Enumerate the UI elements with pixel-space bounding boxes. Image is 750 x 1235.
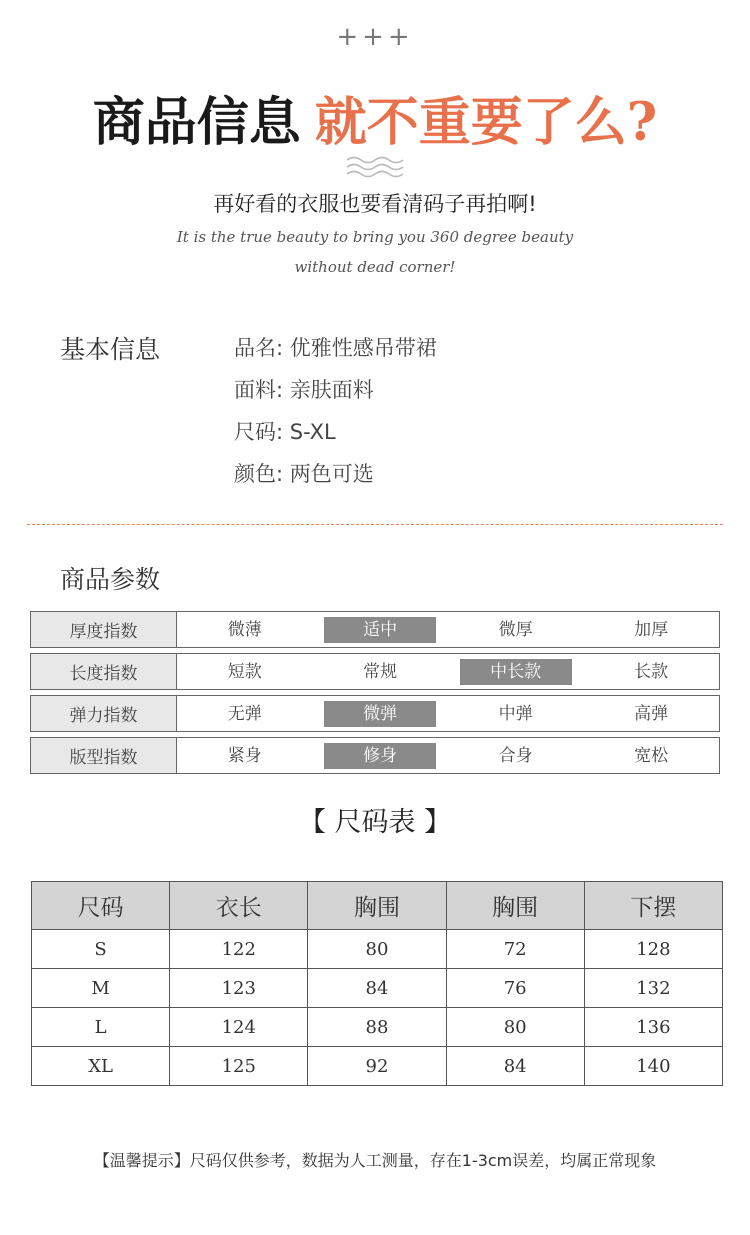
header-cell-bust-2: 胸围 (446, 882, 584, 930)
size-cell: 84 (308, 969, 446, 1008)
param-option: 微厚 (498, 619, 533, 640)
params-title: 商品参数 (60, 565, 161, 594)
size-row (32, 1047, 723, 1086)
param-option-cell (448, 737, 583, 774)
size-cell: 122 (170, 930, 308, 969)
size-table (31, 881, 723, 1086)
plus-decoration: +++ (336, 22, 414, 52)
param-option: 长款 (634, 661, 669, 682)
page-subtitle: 再好看的衣服也要看清码子再拍啊! (213, 192, 537, 216)
param-option: 短款 (227, 661, 262, 682)
size-cell: 123 (170, 969, 308, 1008)
param-option: 常规 (363, 661, 398, 682)
param-label: 版型指数 (30, 737, 177, 774)
size-cell: L (32, 1008, 170, 1047)
param-label: 长度指数 (30, 653, 177, 690)
param-option-cell (583, 653, 720, 690)
header-cell-hem: 下摆 (584, 882, 722, 930)
param-option-selected: 中长款 (460, 659, 572, 685)
param-option-cell (312, 611, 447, 648)
size-cell: 132 (584, 969, 722, 1008)
header-cell-length: 衣长 (170, 882, 308, 930)
param-row (30, 737, 720, 774)
param-option-cell (177, 611, 312, 648)
param-option-cell (177, 695, 312, 732)
info-row-fabric: 面料: 亲肤面料 (234, 378, 374, 402)
headline-main: 商品信息 (92, 92, 301, 153)
size-cell: M (32, 969, 170, 1008)
param-label: 厚度指数 (30, 611, 177, 648)
info-row-color: 颜色: 两色可选 (234, 462, 374, 486)
size-chart-heading: 【 尺码表 】 (298, 807, 452, 838)
param-option: 高弹 (634, 703, 669, 724)
size-cell: 125 (170, 1047, 308, 1086)
param-option-cell (448, 653, 583, 690)
param-option: 合身 (498, 745, 533, 766)
params-table (30, 606, 720, 779)
param-row (30, 695, 720, 732)
wave-icon (345, 154, 405, 180)
headline-accent: 就不重要了么? (314, 92, 658, 153)
info-row-name: 品名: 优雅性感吊带裙 (234, 336, 437, 360)
param-option-cell (177, 653, 312, 690)
size-cell: 84 (446, 1047, 584, 1086)
section-divider (27, 524, 723, 525)
param-option-cell (312, 653, 447, 690)
size-cell: 88 (308, 1008, 446, 1047)
size-row (32, 1008, 723, 1047)
param-option-cell (583, 611, 720, 648)
param-option-selected: 微弹 (324, 701, 436, 727)
param-option-cell (312, 695, 447, 732)
size-cell: 80 (446, 1008, 584, 1047)
param-option: 中弹 (498, 703, 533, 724)
param-option: 无弹 (227, 703, 262, 724)
param-option-selected: 适中 (324, 617, 436, 643)
param-option: 微薄 (227, 619, 262, 640)
size-cell: 92 (308, 1047, 446, 1086)
script-tagline-1: It is the true beauty to bring you 360 degree beauty (176, 228, 574, 246)
param-option-cell (583, 737, 720, 774)
size-cell: XL (32, 1047, 170, 1086)
size-row (32, 969, 723, 1008)
param-option-cell (448, 611, 583, 648)
size-cell: 80 (308, 930, 446, 969)
size-table-header (32, 882, 723, 930)
param-row (30, 611, 720, 648)
header-cell-bust: 胸围 (308, 882, 446, 930)
basic-info-title: 基本信息 (60, 335, 161, 364)
param-option-selected: 修身 (324, 743, 436, 769)
param-option-cell (177, 737, 312, 774)
size-row (32, 930, 723, 969)
size-cell: 140 (584, 1047, 722, 1086)
header-cell-size: 尺码 (32, 882, 170, 930)
param-option: 宽松 (634, 745, 669, 766)
size-cell: 76 (446, 969, 584, 1008)
size-cell: S (32, 930, 170, 969)
info-row-size: 尺码: S-XL (234, 420, 336, 444)
param-option-cell (583, 695, 720, 732)
tip-note: 【温馨提示】尺码仅供参考，数据为人工测量，存在1-3cm误差，均属正常现象 (93, 1151, 657, 1170)
param-option-cell (312, 737, 447, 774)
size-cell: 72 (446, 930, 584, 969)
page-headline (0, 80, 750, 155)
script-tagline-2: without dead corner! (294, 258, 456, 276)
param-option: 加厚 (634, 619, 669, 640)
param-option-cell (448, 695, 583, 732)
param-row (30, 653, 720, 690)
size-cell: 128 (584, 930, 722, 969)
size-cell: 136 (584, 1008, 722, 1047)
size-cell: 124 (170, 1008, 308, 1047)
param-label: 弹力指数 (30, 695, 177, 732)
param-option: 紧身 (227, 745, 262, 766)
